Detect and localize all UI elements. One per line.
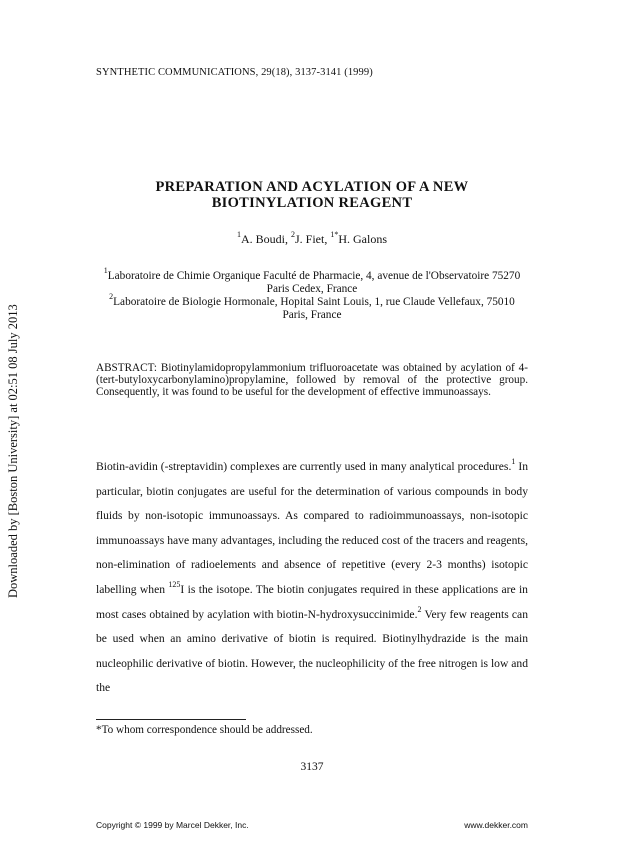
author-list xyxy=(96,232,528,247)
citation-sup: 2 xyxy=(417,604,422,614)
citation-sup: 1 xyxy=(511,457,516,466)
body-text xyxy=(96,455,528,701)
affiliation-sup: 1 xyxy=(103,266,108,275)
download-note: Downloaded by [Boston University] at 02:51 08 July 2013 xyxy=(6,304,20,598)
author-sup: 1 xyxy=(236,230,241,239)
page-number: 3137 xyxy=(300,761,324,773)
body-paragraph: Biotin-avidin (-streptavidin) complexes are currently used in many analytical procedures.$^1$ In particular, biotin conjugates are useful for the determination of various compounds in body fluids by non-isotopic immunoassays. As compared to radioimmunoassays, non-isotopic immunoassays have many advantages, including the reduced cost of the tracers and reagents, non-elimination of radioelements and absence of repetitive (every 2-3 months) isotopic labelling when $^{125}$I is the isotope. The biotin conjugates required in these applications are in most cases obtained by acylation with biotin-N-hydroxysuccinimide.$^2$ Very few reagents can be used when an amino derivative of biotin is required. Biotinylhydrazide is the main nucleophilic derivative of biotin. However, the nucleophilicity of the free nitrogen is low and the xyxy=(96,457,528,695)
affiliation-2: $^2$Laboratoire de Biologie Hormonale, Hopital Saint Louis, 1, rue Claude Vellefaux, 75010 Paris, France xyxy=(109,292,515,321)
author-name: J. Fiet, xyxy=(295,232,328,246)
affiliations xyxy=(96,266,528,322)
affiliation-sup: 2 xyxy=(109,292,114,301)
website-link[interactable]: www.dekker.com xyxy=(464,820,528,830)
abstract: ABSTRACT: Biotinylamidopropylammonium trifluoroacetate was obtained by acylation of 4-(tert-butyloxycarbonylamino)propylamine, followed by removal of the protective group. Consequently, it was found to be useful for the development of effective immunoassays. xyxy=(96,362,528,399)
footnote-divider xyxy=(96,719,246,720)
affiliation-1: $^1$Laboratoire de Chimie Organique Faculté de Pharmacie, 4, avenue de l'Observatoire 75270 Paris Cedex, France xyxy=(103,266,521,295)
author-sup: 1* xyxy=(330,230,339,239)
article-title xyxy=(96,179,528,211)
footnote: *To whom correspondence should be addressed. xyxy=(96,724,313,736)
title-line-1: PREPARATION AND ACYLATION OF A NEW xyxy=(155,179,469,195)
copyright: Copyright © 1999 by Marcel Dekker, Inc. xyxy=(96,820,249,830)
author-name: H. Galons xyxy=(338,232,388,246)
author-sup: 2 xyxy=(291,230,295,239)
journal-header: SYNTHETIC COMMUNICATIONS, 29(18), 3137-3141 (1999) xyxy=(96,67,373,78)
author-name: A. Boudi, xyxy=(240,232,288,246)
isotope-sup: 125 xyxy=(168,579,181,589)
title-line-2: BIOTINYLATION REAGENT xyxy=(211,195,413,211)
